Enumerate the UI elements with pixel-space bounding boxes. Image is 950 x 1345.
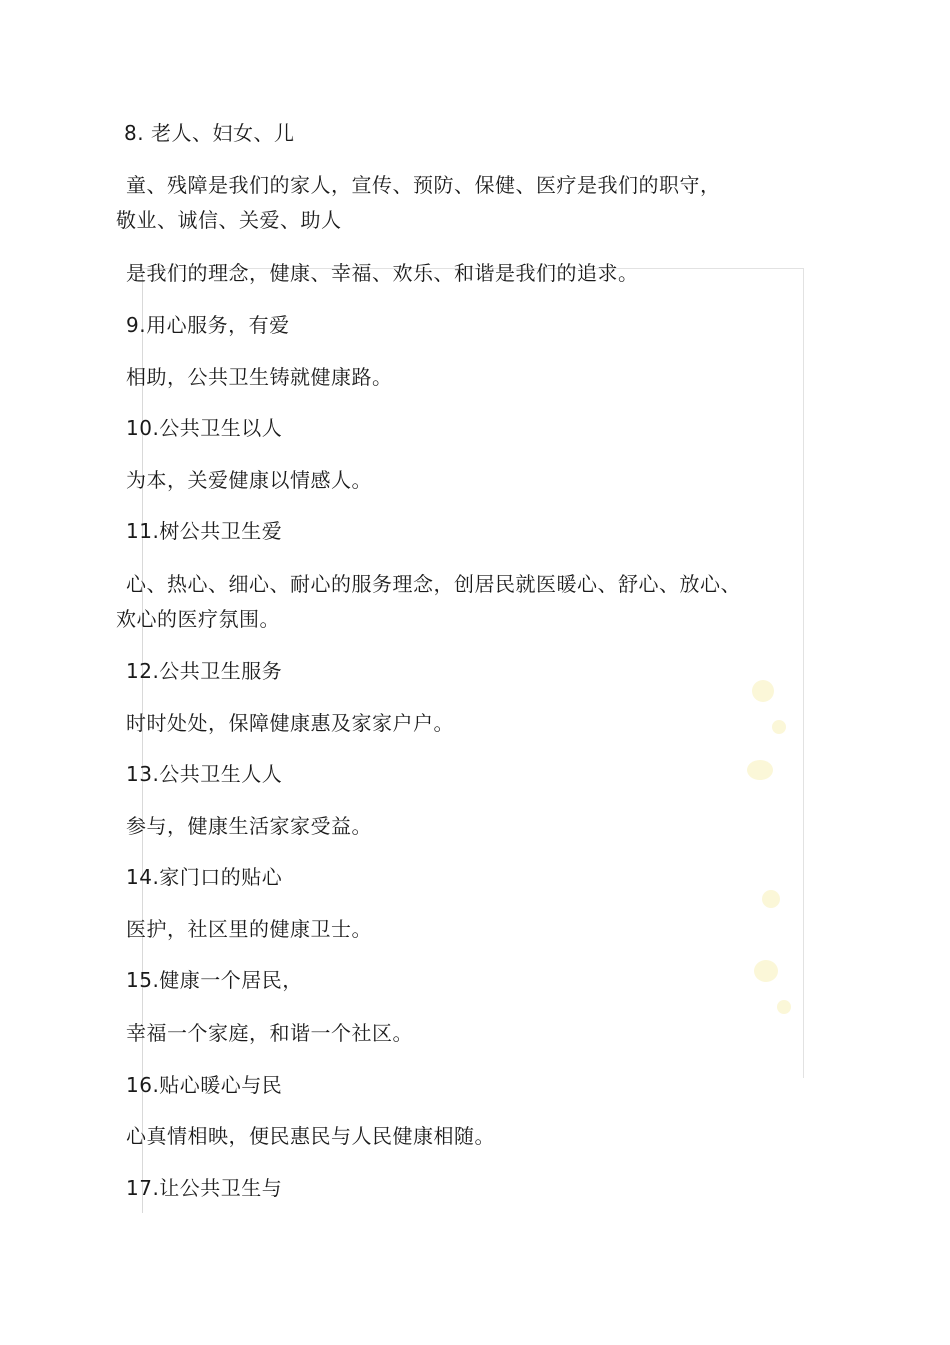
- text-line: 13.公共卫生人人: [126, 762, 283, 786]
- text-line: 16.贴心暖心与民: [126, 1073, 283, 1097]
- text-line: 10.公共卫生以人: [126, 416, 283, 440]
- text-line: 14.家门口的贴心: [126, 865, 283, 889]
- text-line: 心、热心、细心、耐心的服务理念，创居民就医暖心、舒心、放心、: [126, 572, 741, 596]
- text-line: 是我们的理念，健康、幸福、欢乐、和谐是我们的追求。: [126, 261, 639, 285]
- text-line: 参与，健康生活家家受益。: [126, 814, 372, 838]
- frame-border-left: [142, 268, 143, 1213]
- text-line: 时时处处，保障健康惠及家家户户。: [126, 711, 454, 735]
- text-line: 9.用心服务，有爱: [126, 313, 290, 337]
- frame-border-right: [803, 268, 804, 1078]
- text-line: 17.让公共卫生与: [126, 1176, 283, 1200]
- text-line: 敬业、诚信、关爱、助人: [116, 208, 342, 232]
- text-line: 12.公共卫生服务: [126, 659, 283, 683]
- text-line: 幸福一个家庭，和谐一个社区。: [126, 1021, 413, 1045]
- text-line: 为本，关爱健康以情感人。: [126, 468, 372, 492]
- text-line: 童、残障是我们的家人，宣传、预防、保健、医疗是我们的职守，: [126, 173, 721, 197]
- faint-background-decoration: [742, 560, 812, 1060]
- text-line: 心真情相映，便民惠民与人民健康相随。: [126, 1124, 495, 1148]
- text-line: 8. 老人、妇女、儿: [124, 121, 295, 145]
- text-line: 医护，社区里的健康卫士。: [126, 917, 372, 941]
- text-line: 欢心的医疗氛围。: [116, 607, 280, 631]
- text-line: 15.健康一个居民，: [126, 968, 303, 992]
- text-line: 相助，公共卫生铸就健康路。: [126, 365, 393, 389]
- text-line: 11.树公共卫生爱: [126, 519, 283, 543]
